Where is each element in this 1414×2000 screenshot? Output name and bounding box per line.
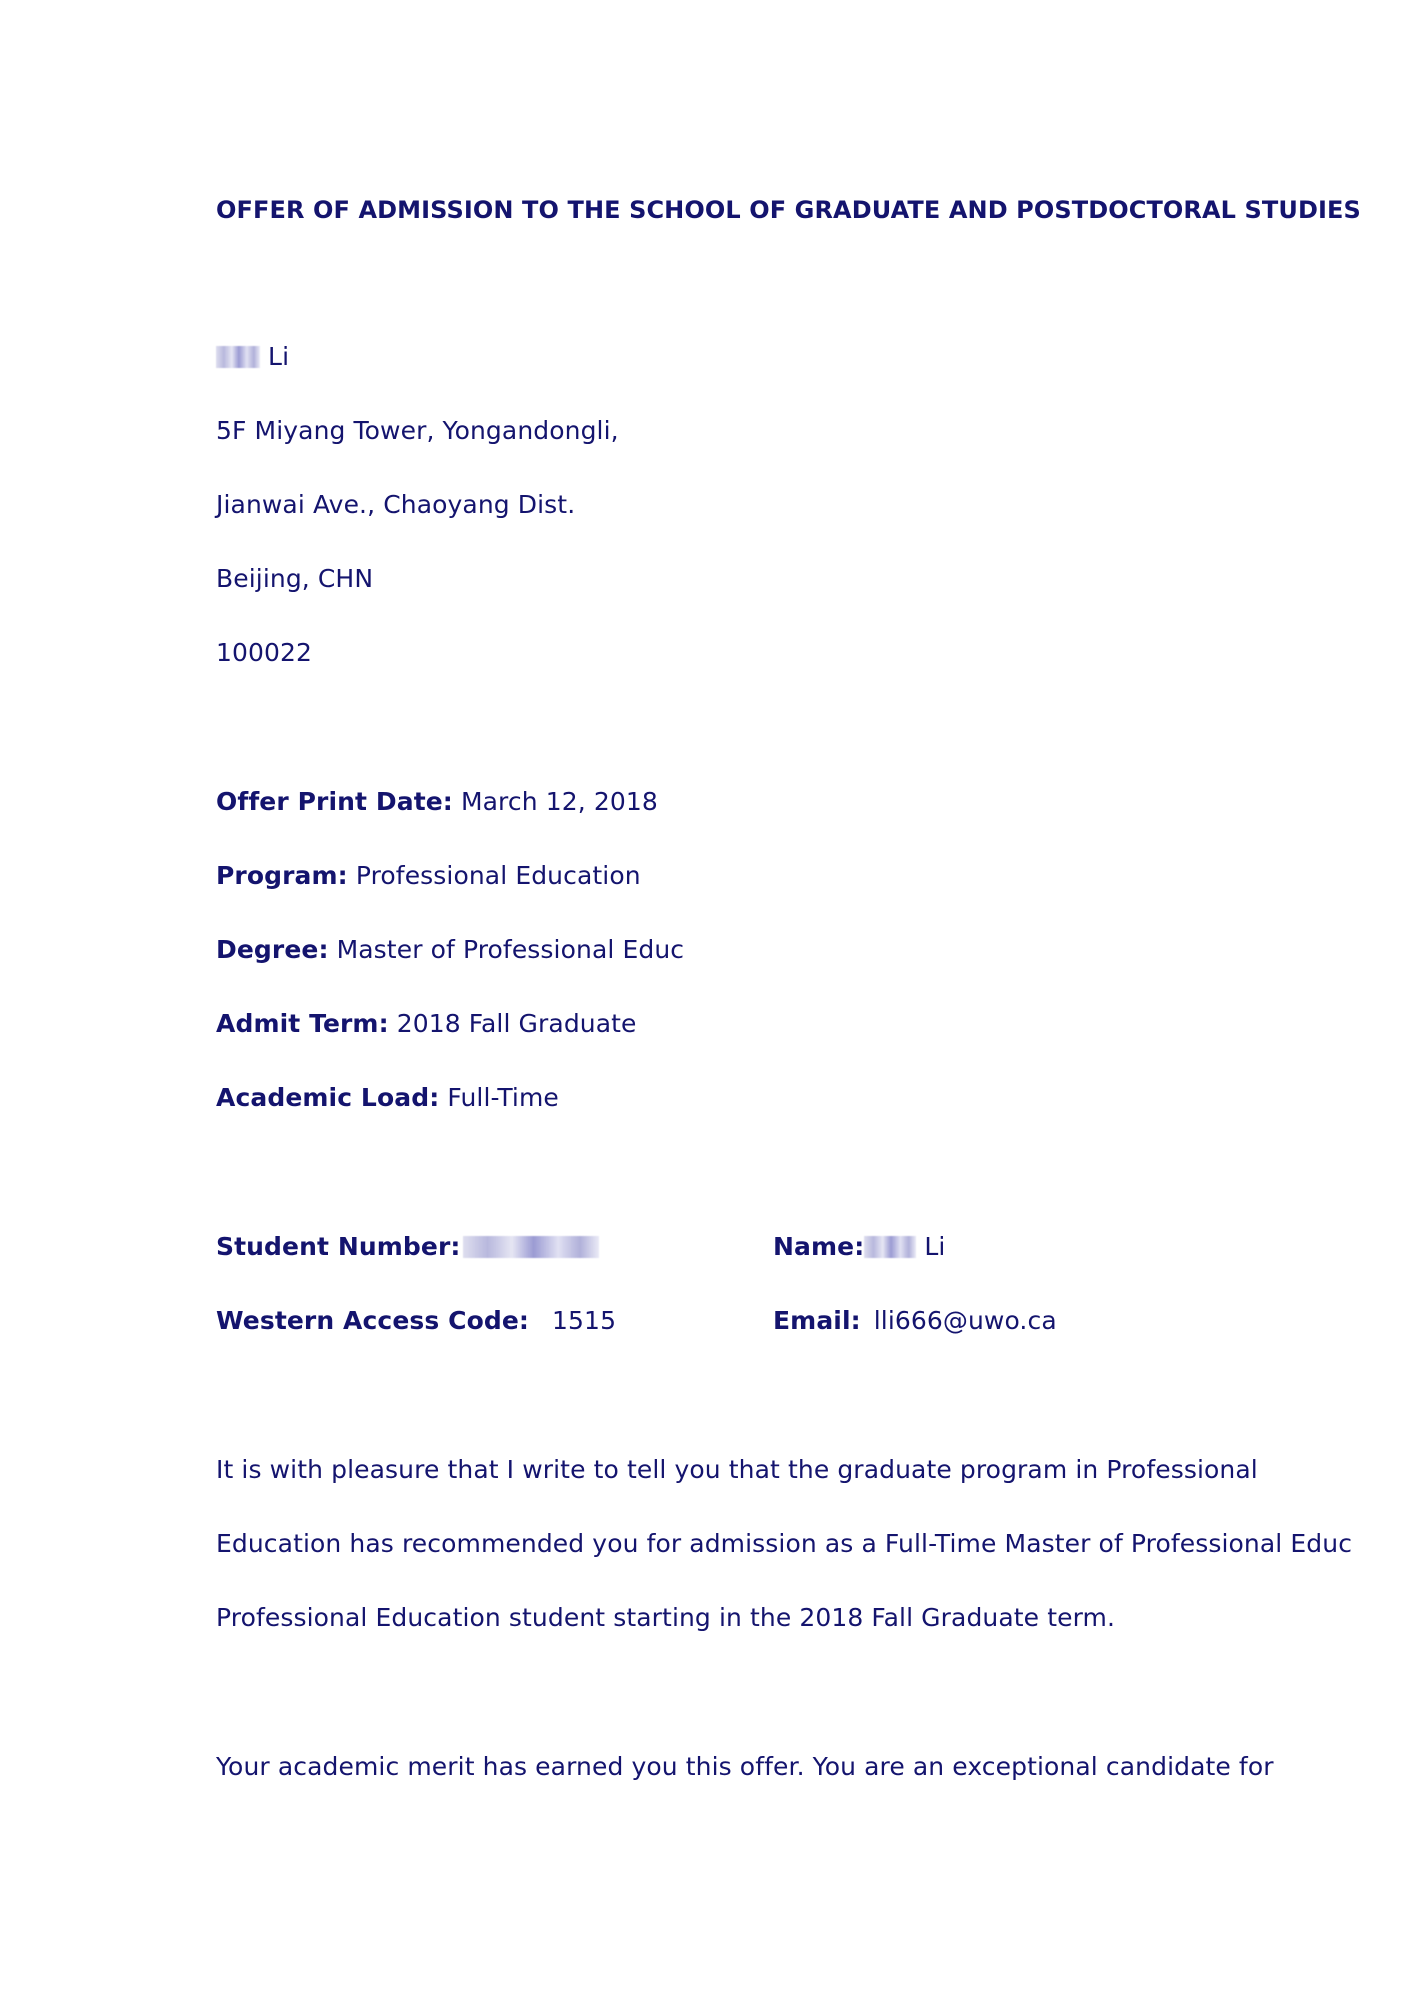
recipient-name bbox=[216, 340, 289, 374]
body-line-2: Education has recommended you for admission as a Full-Time Master of Professional Educ bbox=[216, 1529, 1353, 1558]
detail-value: Master of Professional Educ bbox=[328, 935, 685, 964]
redacted-student-number bbox=[463, 1236, 599, 1258]
student-surname: Li bbox=[916, 1232, 946, 1261]
detail-offer-print-date bbox=[216, 785, 658, 819]
student-number bbox=[216, 1230, 599, 1264]
body-line-1: It is with pleasure that I write to tell you that the graduate program in Professional bbox=[216, 1455, 1258, 1484]
student-name bbox=[773, 1230, 945, 1264]
access-code-value: 1515 bbox=[552, 1306, 617, 1335]
recipient-surname: Li bbox=[260, 342, 290, 371]
access-code-label: Western Access Code: bbox=[216, 1306, 530, 1335]
detail-label: Offer Print Date: bbox=[216, 787, 453, 816]
detail-label: Academic Load: bbox=[216, 1083, 440, 1112]
detail-value: Full-Time bbox=[439, 1083, 559, 1112]
address-line-3: Beijing, CHN bbox=[216, 564, 374, 593]
western-access-code bbox=[216, 1304, 616, 1338]
detail-value: March 12, 2018 bbox=[452, 787, 658, 816]
student-name-label: Name: bbox=[773, 1232, 865, 1261]
detail-label: Admit Term: bbox=[216, 1009, 389, 1038]
redacted-student-first-name bbox=[864, 1236, 916, 1258]
detail-program bbox=[216, 859, 641, 893]
address-postal-code: 100022 bbox=[216, 638, 313, 667]
detail-degree bbox=[216, 933, 684, 967]
body-line-4: Your academic merit has earned you this offer. You are an exceptional candidate for bbox=[216, 1752, 1274, 1781]
body-line-3: Professional Education student starting in the 2018 Fall Graduate term. bbox=[216, 1603, 1116, 1632]
detail-label: Program: bbox=[216, 861, 348, 890]
address-line-2: Jianwai Ave., Chaoyang Dist. bbox=[216, 490, 576, 519]
detail-value: 2018 Fall Graduate bbox=[388, 1009, 637, 1038]
redacted-first-name bbox=[216, 346, 260, 368]
detail-label: Degree: bbox=[216, 935, 329, 964]
email-value: lli666@uwo.ca bbox=[873, 1306, 1057, 1335]
detail-value: Professional Education bbox=[347, 861, 641, 890]
address-line-1: 5F Miyang Tower, Yongandongli, bbox=[216, 416, 619, 445]
letter-title: OFFER OF ADMISSION TO THE SCHOOL OF GRADUATE AND POSTDOCTORAL STUDIES bbox=[216, 196, 1361, 224]
student-email bbox=[773, 1304, 1057, 1338]
detail-academic-load bbox=[216, 1081, 559, 1115]
detail-admit-term bbox=[216, 1007, 637, 1041]
student-number-label: Student Number: bbox=[216, 1232, 461, 1261]
email-label: Email: bbox=[773, 1306, 861, 1335]
